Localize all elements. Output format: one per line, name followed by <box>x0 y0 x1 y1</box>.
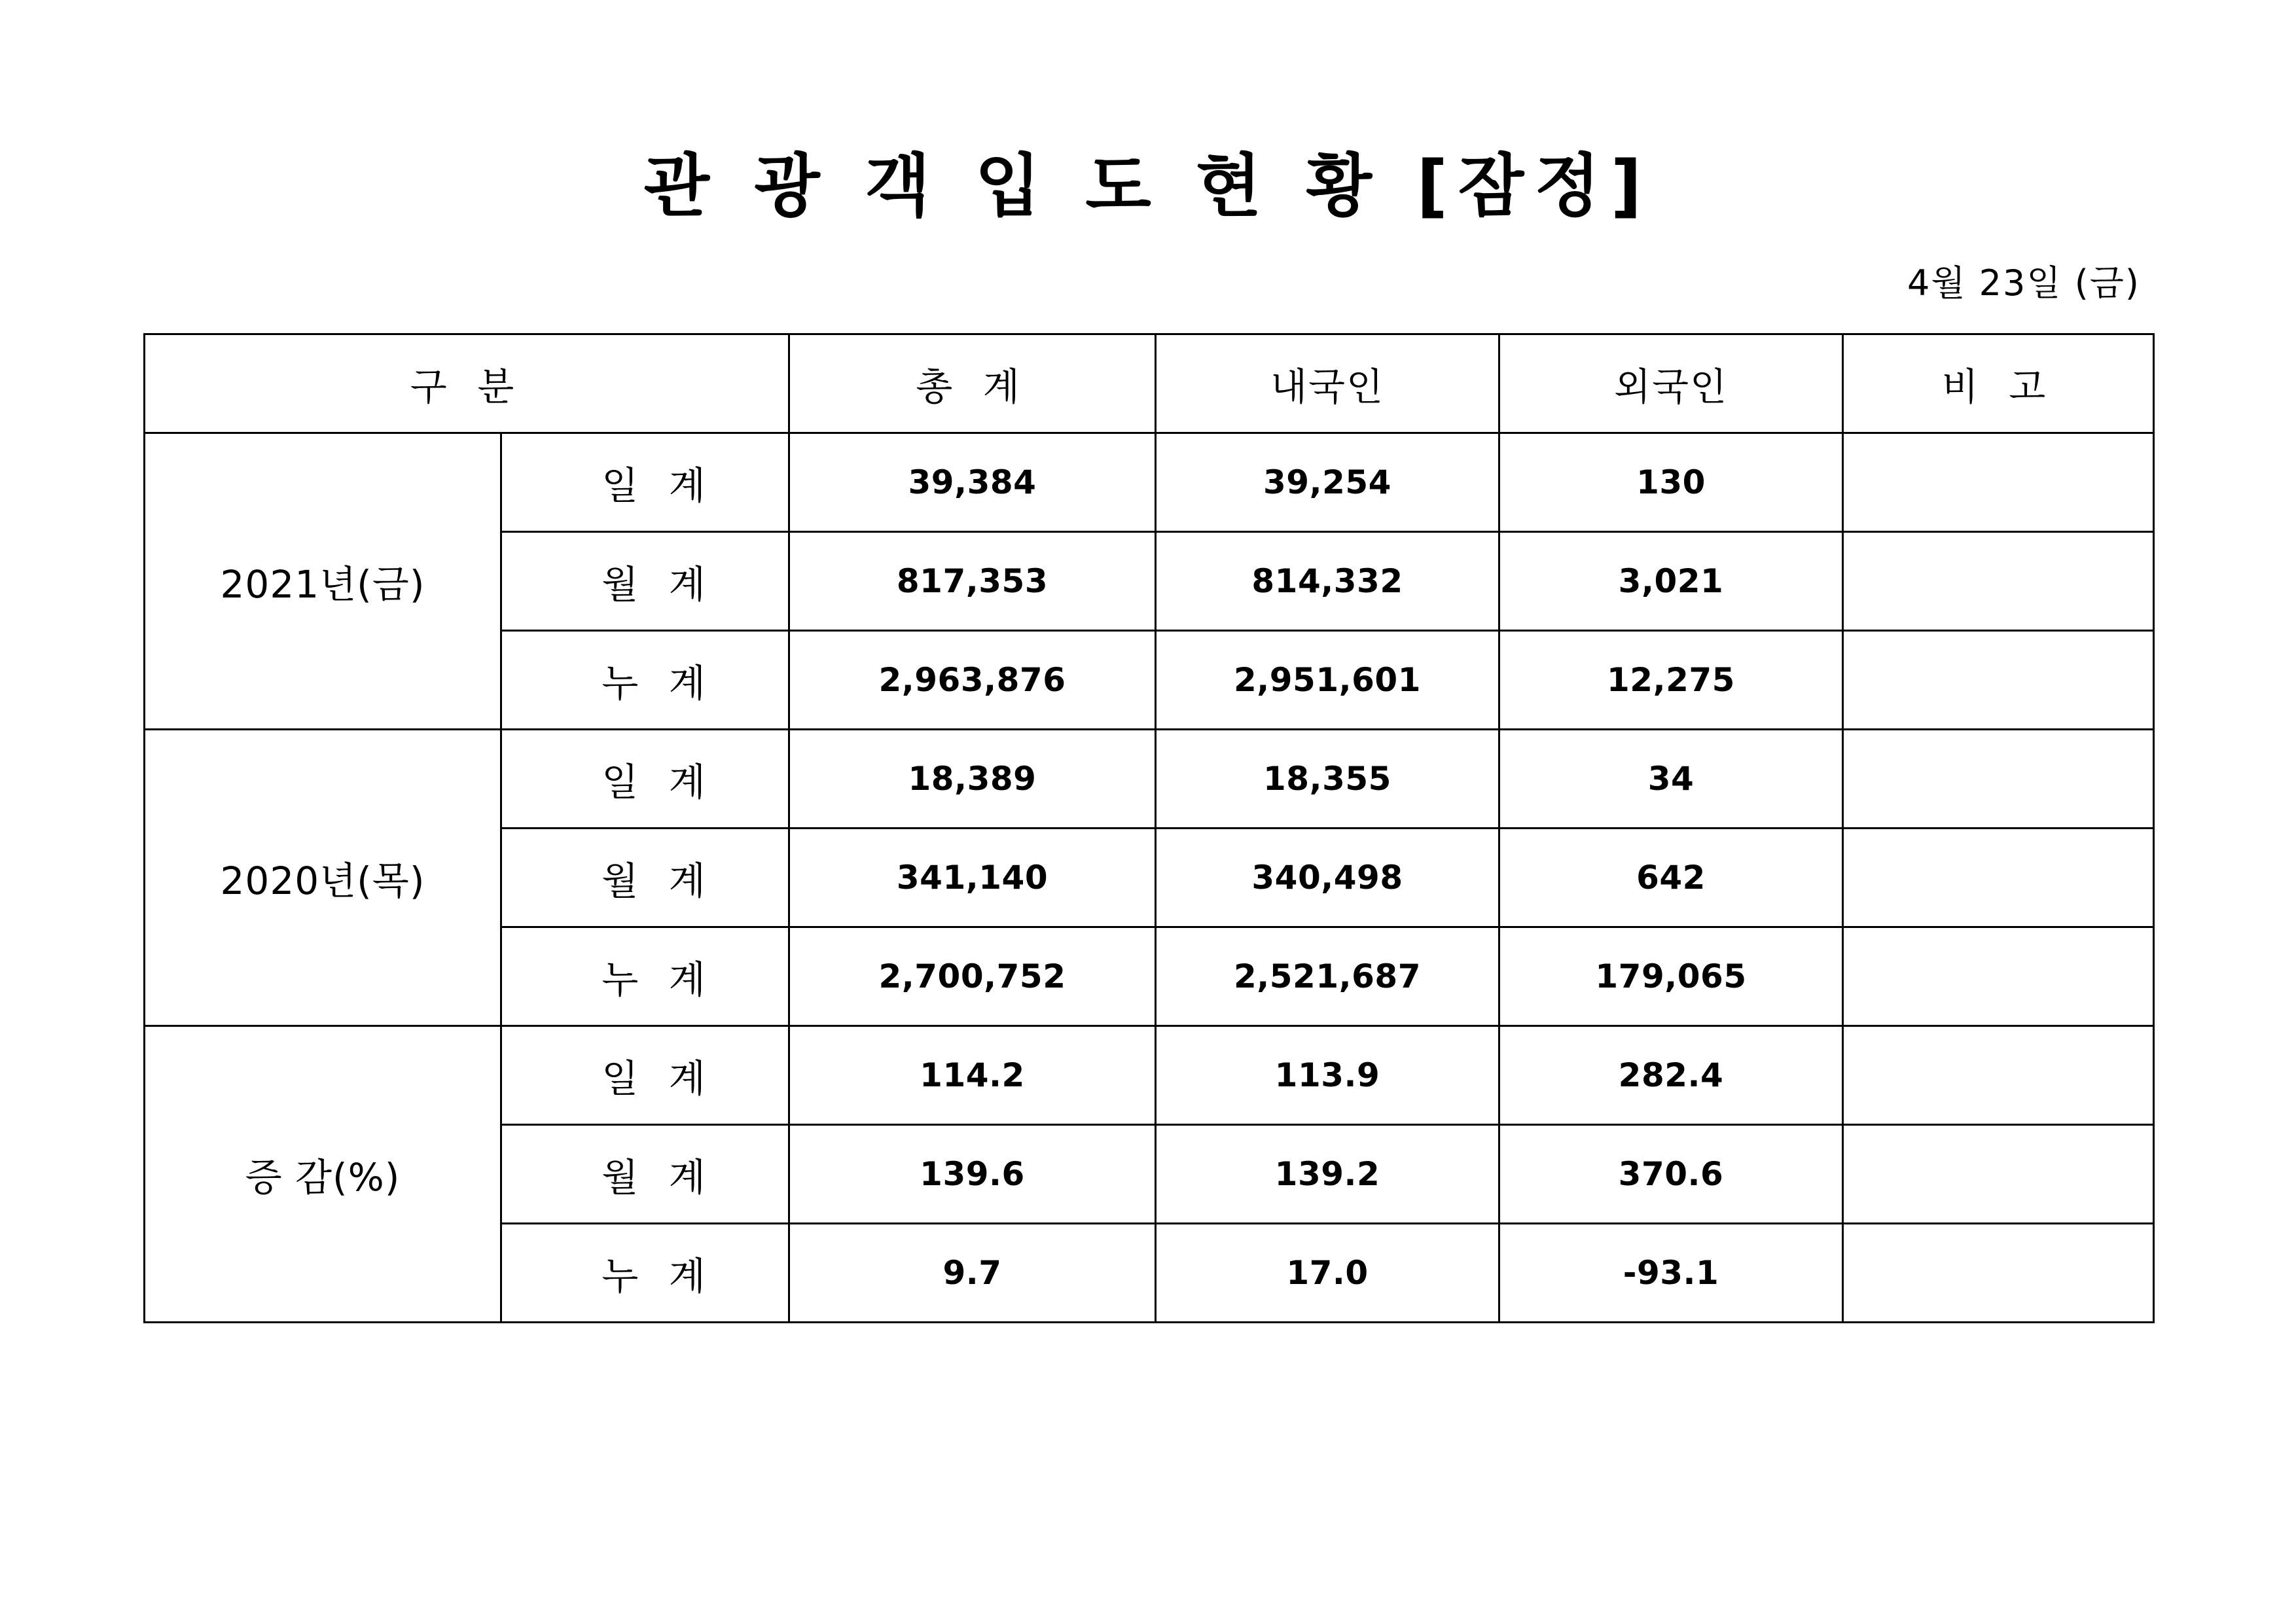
cell-foreign: 179,065 <box>1499 927 1843 1026</box>
cell-domestic: 2,951,601 <box>1156 631 1499 730</box>
cell-note <box>1843 829 2154 927</box>
table-row <box>145 433 2154 532</box>
cell-total: 341,140 <box>789 829 1156 927</box>
header-division: 구 분 <box>145 334 789 433</box>
header-domestic: 내국인 <box>1156 334 1499 433</box>
report-table-wrap <box>143 306 2153 1323</box>
header-note: 비 고 <box>1843 334 2154 433</box>
page-title: 관 광 객 입 도 현 황 [잠정] <box>643 146 1653 226</box>
table-header-row <box>145 334 2154 433</box>
sub-label: 누 계 <box>501 1224 789 1323</box>
cell-total: 139.6 <box>789 1125 1156 1224</box>
cell-domestic: 18,355 <box>1156 730 1499 829</box>
cell-total: 2,963,876 <box>789 631 1156 730</box>
cell-note <box>1843 631 2154 730</box>
cell-foreign: 130 <box>1499 433 1843 532</box>
group-label-change: 증 감(%) <box>145 1026 501 1323</box>
cell-note <box>1843 1125 2154 1224</box>
cell-total: 39,384 <box>789 433 1156 532</box>
cell-total: 2,700,752 <box>789 927 1156 1026</box>
sub-label: 월 계 <box>501 1125 789 1224</box>
cell-total: 817,353 <box>789 532 1156 631</box>
cell-domestic: 39,254 <box>1156 433 1499 532</box>
cell-domestic: 139.2 <box>1156 1125 1499 1224</box>
cell-note <box>1843 1224 2154 1323</box>
cell-domestic: 340,498 <box>1156 829 1499 927</box>
sub-label: 누 계 <box>501 927 789 1026</box>
cell-foreign: 642 <box>1499 829 1843 927</box>
sub-label: 일 계 <box>501 1026 789 1125</box>
report-date: 4월 23일 (금) <box>1907 262 2140 304</box>
cell-note <box>1843 433 2154 532</box>
cell-foreign: -93.1 <box>1499 1224 1843 1323</box>
cell-total: 9.7 <box>789 1224 1156 1323</box>
cell-note <box>1843 532 2154 631</box>
cell-foreign: 34 <box>1499 730 1843 829</box>
sub-label: 일 계 <box>501 433 789 532</box>
cell-note <box>1843 1026 2154 1125</box>
tourist-arrivals-table <box>143 333 2155 1323</box>
cell-note <box>1843 927 2154 1026</box>
group-label-2020: 2020년(목) <box>145 730 501 1026</box>
cell-note <box>1843 730 2154 829</box>
header-total: 총 계 <box>789 334 1156 433</box>
cell-domestic: 113.9 <box>1156 1026 1499 1125</box>
sub-label: 일 계 <box>501 730 789 829</box>
table-row <box>145 1026 2154 1125</box>
cell-domestic: 2,521,687 <box>1156 927 1499 1026</box>
sub-label: 누 계 <box>501 631 789 730</box>
cell-total: 114.2 <box>789 1026 1156 1125</box>
table-row <box>145 730 2154 829</box>
sub-label: 월 계 <box>501 829 789 927</box>
group-label-2021: 2021년(금) <box>145 433 501 730</box>
sub-label: 월 계 <box>501 532 789 631</box>
cell-domestic: 17.0 <box>1156 1224 1499 1323</box>
cell-foreign: 3,021 <box>1499 532 1843 631</box>
cell-total: 18,389 <box>789 730 1156 829</box>
cell-foreign: 370.6 <box>1499 1125 1843 1224</box>
header-foreign: 외국인 <box>1499 334 1843 433</box>
cell-foreign: 12,275 <box>1499 631 1843 730</box>
cell-domestic: 814,332 <box>1156 532 1499 631</box>
cell-foreign: 282.4 <box>1499 1026 1843 1125</box>
